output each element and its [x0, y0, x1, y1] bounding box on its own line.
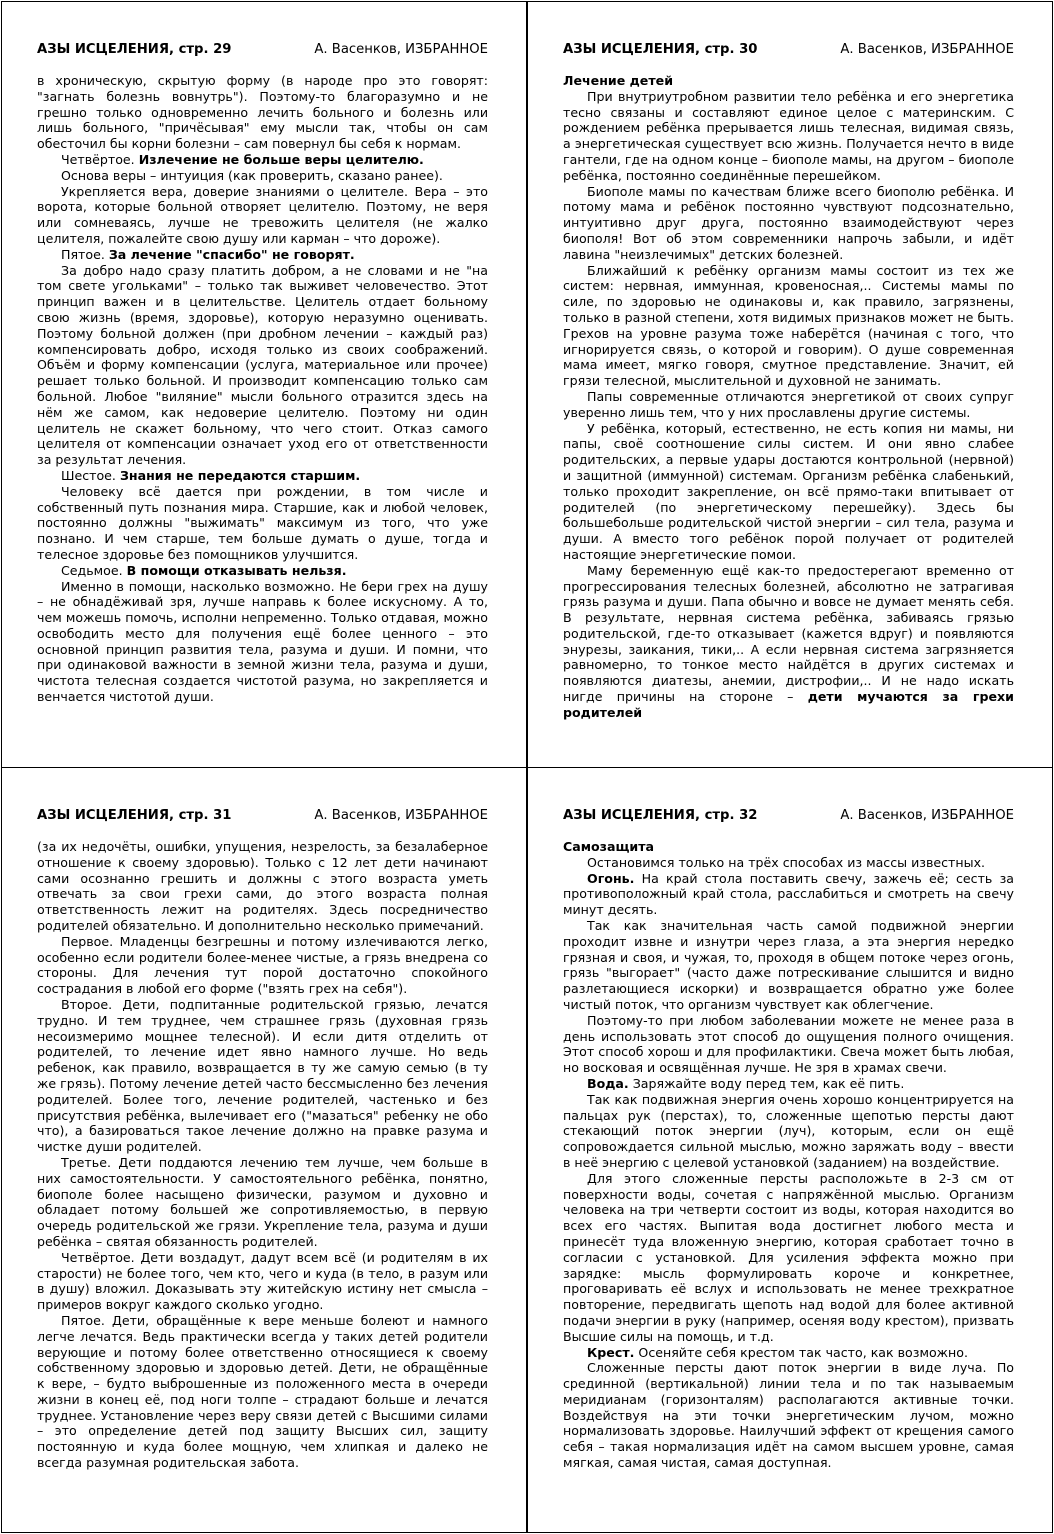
- paragraph-text: Первое. Младенцы безгрешны и потому излечиваются легко, особенно если родители более-менее чистые, а грязь внедрена со стороны. Для лечения тут порой достаточно спокойного сострадания в любой его форме ("взять грех на себя").: [37, 933, 488, 997]
- page-body: [37, 73, 488, 705]
- paragraph-text: На край стола поставить свечу, зажечь её; сесть за противоположный край стола, расслабиться и смотреть на свечу минут десять.: [563, 870, 1014, 918]
- paragraph: [563, 184, 1014, 263]
- bold-phrase: Огонь.: [587, 870, 635, 886]
- paragraph: [37, 152, 488, 168]
- page-header: [37, 42, 488, 59]
- page-author: А. Васенков, ИЗБРАННОЕ: [314, 808, 488, 823]
- paragraph-text: Укрепляется вера, доверие знаниями о целителе. Вера – это ворота, которые больной отворяет целителю. Поэтому, не веря или сомневаясь, лучше не тревожить целителя (не жалко целителя, пожалейте свою душу или карман – что дороже).: [37, 183, 488, 246]
- paragraph: [563, 263, 1014, 389]
- page-header: [563, 808, 1014, 825]
- paragraph-text: Сложенные персты дают поток энергии в виде луча. По срединной (вертикальной) линии тела и по так называемым меридианам (горизонталям) располагаются активные точки. Воздействуя на эти точки энергетическим лучом, можно нормализовать здоровье. Наилучший эффект от крещения самого себя – такая нормализация идёт на самом высшем уровне, самая мягкая, самая чистая, самая доступная.: [563, 1360, 1014, 1471]
- paragraph-text: Лечение детей: [563, 73, 674, 88]
- paragraph-text: Пятое. Дети, обращённые к вере меньше болеют и намного легче лечатся. Ведь практически всегда у таких детей родители верующие и потому более ответственно относящиеся к своему собственному здоровью и здоровью детей. Дети, не обращённые к вере, – будто выброшенные из положенного места в очереди жизни в конец её, под ноги толпе – страдают больше и лечатся труднее. Установление через веру связи детей с Высшими силами – это определение детей под защиту Высших сил, защиту постоянную и куда более мощную, чем хлипкая и далеко не всегда разумная родительская забота.: [37, 1312, 488, 1471]
- page-header: [563, 42, 1014, 59]
- paragraph: [37, 484, 488, 563]
- paragraph-lead: Шестое.: [61, 467, 120, 483]
- page-header: [37, 808, 488, 825]
- paragraph-text: Самозащита: [563, 839, 655, 854]
- paragraph-text: Основа веры – интуиция (как проверить, сказано ранее).: [61, 167, 443, 183]
- paragraph-text: Третье. Дети поддаются лечению тем лучше, чем больше в них самостоятельности. У самостоятельного ребёнка, понятно, биополе более насыщено физически, разумом и духовно и обладает потому большей же сопротивляемостью, в первую очередь родительской же грязи. Укрепление тела, разума и души ребёнка – святая обязанность родителей.: [37, 1154, 488, 1249]
- paragraph-text: При внутриутробном развитии тело ребёнка и его энергетика тесно связаны и составляют единое целое с материнским. С рождением ребёнка прерывается лишь телесная, видимая связь, а энергетическая существует всю жизнь. Получается нечто в виде гантели, где на одном конце – биополе мамы, на другом – биополе ребёнка, постоянно соединённые перешейком.: [563, 88, 1014, 183]
- paragraph-text: Второе. Дети, подпитанные родительской грязью, лечатся трудно. И тем труднее, чем страшнее грязь (духовная грязь несоизмеримо мощнее телесной). И если дитя отделить от родителей, то лечение идет явно намного лучше. Но ведь ребенок, как правило, возвращается в ту же самую семью (в ту же грязь). Потому лечение детей часто бессмысленно без лечения родителей. Более того, лечение родителей, частенько и без присутствия ребёнка, вылечивает его ("мазаться" ребенку не обо что), а базироваться такое лечение должно на правке разума и чистке души родителей.: [37, 996, 488, 1155]
- paragraph: [37, 73, 488, 152]
- paragraph-text: (за их недочёты, ошибки, упущения, незрелость, за безалаберное отношение к своему здоровью). Только с 12 лет дети начинают сами осознанно грешить и должны с этого возраста уметь отвечать за свои грехи сами, до этого возраста полная ответственность лежит на родителях. Здесь посредничество родителей обязательно. И дополнительно несколько примечаний.: [37, 839, 488, 933]
- paragraph: [37, 563, 488, 579]
- paragraph: [563, 871, 1014, 918]
- paragraph-text: Так как значительная часть самой подвижной энергии проходит извне и изнутри через глаза, а эта энергия нередко грязная и своя, и чужая, то, проходя в общем потоке через огонь, грязь "выгорает" (часто даже потрескивание слышится и видно разлетающиеся искорки) и возвращается обратно уже более чистый поток, что организм чувствует как облегчение.: [563, 917, 1014, 1012]
- bold-phrase: За лечение "спасибо" не говорят.: [108, 246, 355, 262]
- page-31: [1, 767, 527, 1533]
- page-title: АЗЫ ИСЦЕЛЕНИЯ, стр. 30: [563, 42, 758, 57]
- page-author: А. Васенков, ИЗБРАННОЕ: [840, 808, 1014, 823]
- paragraph: [37, 997, 488, 1155]
- paragraph: [563, 563, 1014, 721]
- page-author: А. Васенков, ИЗБРАННОЕ: [840, 42, 1014, 57]
- page-author: А. Васенков, ИЗБРАННОЕ: [314, 42, 488, 57]
- paragraph-text: Биополе мамы по качествам ближе всего биополю ребёнка. И потому мама и ребёнок постоянно чувствуют подсознательно, интуитивно друг друга, постоянно взаимодействуют через биополя! Вот об этом современники напрочь забыли, и идёт лавина "неизлечимых" детских болезней.: [563, 183, 1014, 262]
- paragraph: [563, 1171, 1014, 1345]
- paragraph: [37, 263, 488, 468]
- paragraph: [37, 247, 488, 263]
- paragraph: [37, 1155, 488, 1250]
- paragraph-lead: Пятое.: [61, 246, 109, 262]
- paragraph: [37, 1250, 488, 1313]
- page-body: [563, 73, 1014, 721]
- bold-phrase: Крест.: [587, 1344, 635, 1360]
- paragraph: [37, 168, 488, 184]
- paragraph: [37, 839, 488, 934]
- paragraph-text: в хроническую, скрытую форму (в народе про это говорят: "загнать болезнь вовнутрь"). Поэтому-то благоразумно и не грешно только одновременно лечить больного и болезнь или лишь больного, "причёсывая" ему мысли так, чтобы он сам обесточил бы корни болезни – сам повернул бы себя к нормам.: [37, 73, 488, 152]
- page-30: [527, 1, 1053, 768]
- paragraph-lead: Седьмое.: [61, 562, 127, 578]
- page-body: [563, 839, 1014, 1471]
- paragraph: [563, 89, 1014, 184]
- paragraph: [563, 1092, 1014, 1171]
- page-title: АЗЫ ИСЦЕЛЕНИЯ, стр. 32: [563, 808, 758, 823]
- paragraph-text: Заряжайте воду перед тем, как её пить.: [628, 1075, 905, 1091]
- bold-phrase: В помощи отказывать нельзя.: [126, 562, 347, 578]
- paragraph: [563, 1013, 1014, 1076]
- paragraph: [563, 421, 1014, 563]
- page-title: АЗЫ ИСЦЕЛЕНИЯ, стр. 31: [37, 808, 232, 823]
- paragraph-text: Человеку всё дается при рождении, в том числе и собственный путь познания мира. Старшие, как и любой человек, постоянно должны "выжимать" максимум из того, что уже познано. И чем старше, тем больше думать о душе, тогда и телесное здоровье без помощников улучшится.: [37, 483, 488, 562]
- paragraph: [563, 855, 1014, 871]
- paragraph-text: Остановимся только на трёх способах из массы известных.: [587, 854, 986, 870]
- paragraph-text: Папы современные отличаются энергетикой от своих супруг уверенно лишь тем, что у них прославлены другие системы.: [563, 388, 1014, 420]
- paragraph: [37, 934, 488, 997]
- paragraph-text: У ребёнка, который, естественно, не есть копия ни мамы, ни папы, своё соотношение силы систем. И они явно слабее родительских, а первые удары достаются контрольной (нервной) и защитной (иммунной) системам. Организм ребёнка слабенький, только проходит закрепление, он всё прямо-таки впитывает от родителей (по энергетическому перешейку). Здесь бы большебольше родительской чистой энергии – сил тела, разума и души. А вместо того ребёнок порой получает от родителей настоящие энергетические помои.: [563, 420, 1014, 562]
- paragraph-text: Ближайший к ребёнку организм мамы состоит из тех же систем: нервная, иммунная, кровеносная,.. Системы мамы по силе, по здоровью не одинаковы и, как правило, загрязнены, только в разной степени, хотя видимых признаков может не быть. Грехов на уровне разума тоже наберётся (начиная с того, что игнорируется связь, о которой и говорим). О душе современная мама имеет, мягко говоря, смутное представление. Значит, ей грязи телесной, мыслительной и духовной не занимать.: [563, 262, 1014, 389]
- bold-phrase: Знания не передаются старшим.: [119, 467, 361, 483]
- bold-phrase: Вода.: [587, 1075, 629, 1091]
- paragraph-text: Четвёртое. Дети воздадут, дадут всем всё (и родителям в их старости) не более того, чем кто, чего и куда (в тело, в разум или в душу) вложил. Доказывать эту житейскую истину нет смысла – примеров вокруг каждого сколько угодно.: [37, 1249, 488, 1313]
- paragraph: [563, 389, 1014, 421]
- section-heading: [563, 73, 1014, 89]
- page-body: [37, 839, 488, 1471]
- paragraph-text: Именно в помощи, насколько возможно. Не бери грех на душу – не обнадёживай зря, лучше направь к более искусному. А то, чем можешь помочь, исполни непременно. Только отдавая, можно освободить место для получения ещё более ценного – это основной принцип развития тела, разума и души. И помни, что при одинаковой важности в земной жизни тела, разума и души, чистота телесная создается чистотой разума, но закрепляется и венчается чистотой души.: [37, 578, 488, 705]
- paragraph: [37, 468, 488, 484]
- paragraph-text: Поэтому-то при любом заболевании можете не менее раза в день использовать этот способ до ощущения полного очищения. Этот способ хорош и для профилактики. Свеча может быть любая, но восковая и освящённая лучше. Не зря в храмах свечи.: [563, 1012, 1014, 1076]
- bold-phrase: Излечение не больше веры целителю.: [138, 151, 424, 167]
- paragraph: [37, 1313, 488, 1471]
- page-29: [1, 1, 527, 768]
- paragraph-text: Осеняйте себя крестом так часто, как возможно.: [634, 1344, 968, 1360]
- section-heading: [563, 839, 1014, 855]
- paragraph: [563, 1076, 1014, 1092]
- paragraph-text: Маму беременную ещё как-то предостерегают временно от прогрессирования телесных болезней, абсолютно не затрагивая грязь разума и души. Папа обычно и вовсе не думает менять себя. В результате, нервная система ребёнка, забиваясь грязью родительской, где-то отказывает (кажется вдруг) и появляются энурезы, заикания, тики,.. А если нервная система загрязняется равномерно, то тонкое место найдётся в других системах и появляются диатезы, анемии, дистрофии,.. И не надо искать нигде причины на стороне –: [563, 562, 1014, 705]
- bold-phrase: дети мучаются за грехи родителей: [563, 689, 1014, 720]
- paragraph-lead: Четвёртое.: [61, 151, 139, 167]
- paragraph: [37, 579, 488, 705]
- paragraph-text: За добро надо сразу платить добром, а не словами и не "на том свете угольками" – только так выживет человечество. Этот принцип важен и в целительстве. Целитель отдает больному свою жизнь (время, здоровье), которую неразумно оценивать. Поэтому больной должен (при дробном лечении – каждый раз) компенсировать добро, исходя только из своих соображений. Объём и форму компенсации (услуга, материальное или прочее) решает только больной. И производит компенсацию только сам больной. Любое "виляние" мысли больного отразится здесь на нём же самом, как недоверие целителю. Поэтому ни один целитель не скажет больному, что чего стоит. Отказ самого целителя от компенсации означает уход его от ответственности за результат лечения.: [37, 262, 488, 468]
- paragraph-text: Так как подвижная энергия очень хорошо концентрируется на пальцах рук (перстах), то, сложенные щепотью персты дают стекающий поток энергии (луч), которым, если он ещё сопровождается сильной мыслью, можно заряжать воду – ввести в неё энергию с целевой установкой (заданием) на воздействие.: [563, 1091, 1014, 1170]
- paragraph: [37, 184, 488, 247]
- paragraph: [563, 1360, 1014, 1471]
- page-title: АЗЫ ИСЦЕЛЕНИЯ, стр. 29: [37, 42, 232, 57]
- page-32: [527, 767, 1053, 1533]
- paragraph-text: Для этого сложенные персты расположьте в 2-3 см от поверхности воды, сочетая с напряжённой мыслью. Организм человека на три четверти состоит из воды, которая находится во всех его частях. Выпитая вода достигнет любого места и принесёт туда вложенную энергию, которая сработает точно в согласии с установкой. Для усиления эффекта можно при зарядке: мысль формулировать короче и конкретнее, проговаривать её вслух и использовать не менее трехкратное повторение, передвигать щепоть над водой для более активной подачи энергии в руку (например, осеняя воду крестом), призвать Высшие силы на помощь, и т.д.: [563, 1170, 1014, 1344]
- paragraph: [563, 918, 1014, 1013]
- paragraph: [563, 1345, 1014, 1361]
